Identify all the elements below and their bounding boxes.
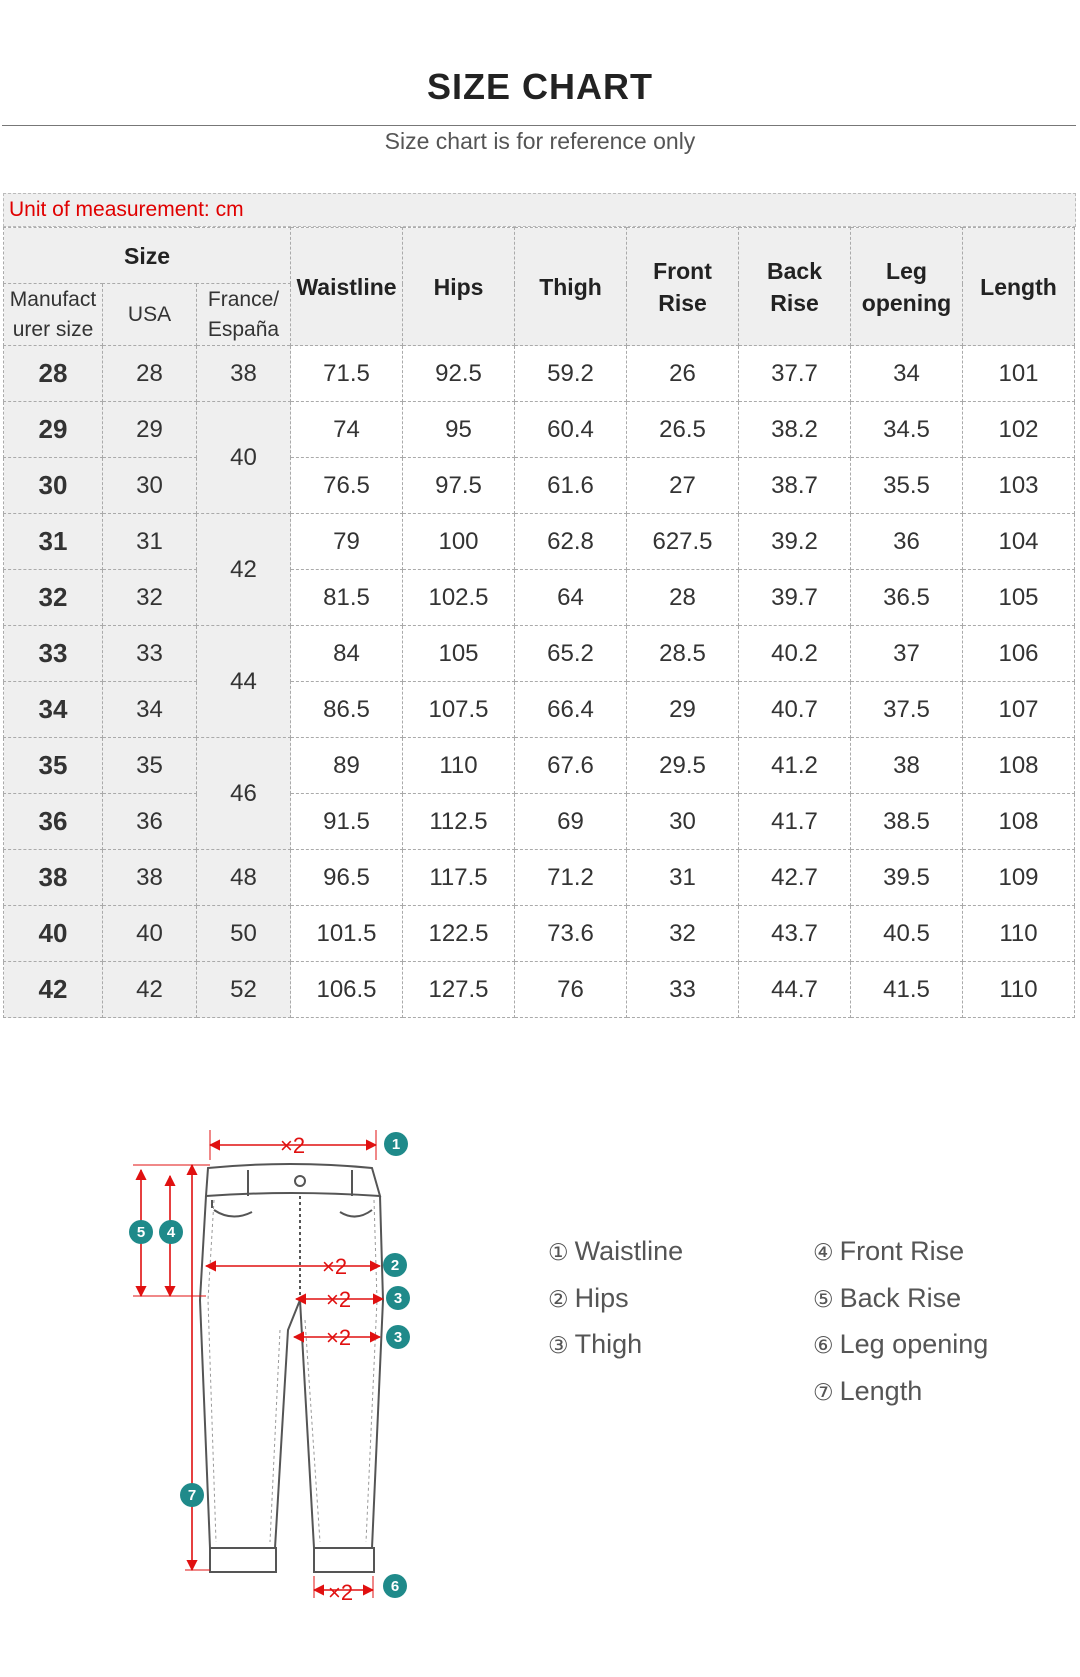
- measurement-cell: 41.5: [851, 962, 963, 1018]
- measurement-cell: 76.5: [291, 458, 403, 514]
- measurement-cell: 112.5: [403, 794, 515, 850]
- measurement-cell: 39.2: [739, 514, 851, 570]
- measurement-cell: 38.5: [851, 794, 963, 850]
- measurement-cell: 106.5: [291, 962, 403, 1018]
- legend-item-hips: ② Hips: [548, 1282, 629, 1313]
- measurement-cell: 106: [963, 626, 1075, 682]
- eu-size-cell: 48: [197, 850, 291, 906]
- measurement-cell: 32: [627, 906, 739, 962]
- measurement-cell: 86.5: [291, 682, 403, 738]
- times-two-label: ×2: [328, 1580, 354, 1605]
- svg-text:5: 5: [136, 1224, 146, 1241]
- measurement-cell: 40.5: [851, 906, 963, 962]
- measurement-cell: 92.5: [403, 346, 515, 402]
- measurement-cell: 73.6: [515, 906, 627, 962]
- measurement-cell: 96.5: [291, 850, 403, 906]
- eu-size-cell: 42: [197, 514, 291, 626]
- measurement-cell: 102.5: [403, 570, 515, 626]
- svg-text:3: 3: [393, 1290, 403, 1307]
- marker-thigh: [386, 1325, 410, 1349]
- header-back-rise: Back Rise: [739, 228, 851, 346]
- legend-item-length: ⑦ Length: [813, 1375, 923, 1406]
- usa-size-cell: 28: [103, 346, 197, 402]
- measurement-cell: 37.7: [739, 346, 851, 402]
- usa-size-cell: 29: [103, 402, 197, 458]
- measurement-cell: 34: [851, 346, 963, 402]
- usa-size-cell: 38: [103, 850, 197, 906]
- header-usa-size: USA: [103, 284, 197, 346]
- header-eu-size: France/ España: [197, 284, 291, 346]
- marker-leg-opening: [383, 1574, 407, 1598]
- measurement-cell: 27: [627, 458, 739, 514]
- measurement-cell: 40.7: [739, 682, 851, 738]
- usa-size-cell: 30: [103, 458, 197, 514]
- marker-front-rise: [159, 1220, 183, 1244]
- measurement-cell: 41.2: [739, 738, 851, 794]
- header-length: Length: [963, 228, 1075, 346]
- usa-size-cell: 42: [103, 962, 197, 1018]
- legend-right: [813, 1229, 988, 1415]
- table-row: [4, 514, 1075, 570]
- measurement-cell: 71.5: [291, 346, 403, 402]
- measurement-cell: 122.5: [403, 906, 515, 962]
- measurement-cell: 76: [515, 962, 627, 1018]
- measurement-cell: 39.5: [851, 850, 963, 906]
- table-row: [4, 850, 1075, 906]
- measurement-cell: 109: [963, 850, 1075, 906]
- measurement-cell: 37: [851, 626, 963, 682]
- trousers-outline: [200, 1164, 383, 1572]
- measurement-cell: 35.5: [851, 458, 963, 514]
- header-leg-opening: Leg opening: [851, 228, 963, 346]
- measurement-cell: 39.7: [739, 570, 851, 626]
- manufacturer-size-cell: 40: [4, 906, 103, 962]
- header-front-rise: Front Rise: [627, 228, 739, 346]
- times-two-label: ×2: [322, 1254, 348, 1279]
- table-row: [4, 570, 1075, 626]
- eu-size-cell: 40: [197, 402, 291, 514]
- measurement-cell: 64: [515, 570, 627, 626]
- usa-size-cell: 36: [103, 794, 197, 850]
- measurement-cell: 29: [627, 682, 739, 738]
- measurement-cell: 38: [851, 738, 963, 794]
- measurement-cell: 105: [403, 626, 515, 682]
- measurement-cell: 33: [627, 962, 739, 1018]
- measurement-cell: 79: [291, 514, 403, 570]
- measurement-cell: 74: [291, 402, 403, 458]
- manufacturer-size-cell: 34: [4, 682, 103, 738]
- usa-size-cell: 34: [103, 682, 197, 738]
- measurement-cell: 627.5: [627, 514, 739, 570]
- svg-text:7: 7: [187, 1487, 197, 1504]
- times-two-label: ×2: [326, 1287, 352, 1312]
- eu-size-cell: 50: [197, 906, 291, 962]
- measurement-cell: 107: [963, 682, 1075, 738]
- measurement-cell: 34.5: [851, 402, 963, 458]
- measurement-cell: 81.5: [291, 570, 403, 626]
- manufacturer-size-cell: 32: [4, 570, 103, 626]
- svg-text:4: 4: [166, 1224, 176, 1241]
- measurement-cell: 37.5: [851, 682, 963, 738]
- measurement-cell: 40.2: [739, 626, 851, 682]
- table-row: [4, 402, 1075, 458]
- table-row: [4, 346, 1075, 402]
- marker-waistline: [384, 1132, 408, 1156]
- eu-size-cell: 46: [197, 738, 291, 850]
- measurement-cell: 26: [627, 346, 739, 402]
- legend-item-waistline: ① Waistline: [548, 1236, 684, 1266]
- trousers-stitching: [208, 1200, 377, 1542]
- header-waistline: Waistline: [291, 228, 403, 346]
- measurement-cell: 71.2: [515, 850, 627, 906]
- measurement-cell: 28.5: [627, 626, 739, 682]
- measurement-cell: 110: [403, 738, 515, 794]
- svg-text:3: 3: [393, 1329, 403, 1346]
- header-manufacturer-size: Manufact urer size: [4, 284, 103, 346]
- legend-item-thigh: ③ Thigh: [548, 1329, 643, 1359]
- usa-size-cell: 40: [103, 906, 197, 962]
- page-subtitle: Size chart is for reference only: [384, 128, 696, 154]
- measurement-cell: 102: [963, 402, 1075, 458]
- unit-label: Unit of measurement: cm: [3, 193, 1076, 227]
- header-hips: Hips: [403, 228, 515, 346]
- legend-item-front-rise: ④ Front Rise: [813, 1236, 965, 1266]
- measurement-cell: 108: [963, 794, 1075, 850]
- marker-back-rise: [129, 1220, 153, 1244]
- table-row: [4, 626, 1075, 682]
- usa-size-cell: 31: [103, 514, 197, 570]
- manufacturer-size-cell: 42: [4, 962, 103, 1018]
- manufacturer-size-cell: 31: [4, 514, 103, 570]
- table-row: [4, 794, 1075, 850]
- measurement-cell: 108: [963, 738, 1075, 794]
- svg-text:6: 6: [390, 1578, 400, 1595]
- marker-hips: [383, 1253, 407, 1277]
- manufacturer-size-cell: 36: [4, 794, 103, 850]
- legend-item-leg-opening: ⑥ Leg opening: [813, 1329, 989, 1359]
- measurement-cell: 107.5: [403, 682, 515, 738]
- measurement-cell: 42.7: [739, 850, 851, 906]
- measurement-cell: 26.5: [627, 402, 739, 458]
- times-two-label: ×2: [326, 1325, 352, 1350]
- measure-markers: [129, 1132, 410, 1598]
- measurement-cell: 127.5: [403, 962, 515, 1018]
- manufacturer-size-cell: 28: [4, 346, 103, 402]
- measurement-cell: 66.4: [515, 682, 627, 738]
- measurement-cell: 28: [627, 570, 739, 626]
- measurement-cell: 69: [515, 794, 627, 850]
- manufacturer-size-cell: 33: [4, 626, 103, 682]
- marker-thigh: [386, 1286, 410, 1310]
- eu-size-cell: 52: [197, 962, 291, 1018]
- size-table: [3, 227, 1075, 1018]
- header-thigh: Thigh: [515, 228, 627, 346]
- measurement-cell: 100: [403, 514, 515, 570]
- measurement-cell: 104: [963, 514, 1075, 570]
- measurement-cell: 36: [851, 514, 963, 570]
- measurement-cell: 95: [403, 402, 515, 458]
- manufacturer-size-cell: 38: [4, 850, 103, 906]
- eu-size-cell: 44: [197, 626, 291, 738]
- manufacturer-size-cell: 35: [4, 738, 103, 794]
- svg-text:1: 1: [391, 1136, 401, 1153]
- measurement-cell: 29.5: [627, 738, 739, 794]
- svg-text:2: 2: [390, 1257, 400, 1274]
- marker-length: [180, 1483, 204, 1507]
- measurement-cell: 30: [627, 794, 739, 850]
- legend-item-back-rise: ⑤ Back Rise: [813, 1282, 962, 1313]
- measurement-cell: 91.5: [291, 794, 403, 850]
- title-divider: [2, 125, 1076, 126]
- table-row: [4, 458, 1075, 514]
- table-row: [4, 738, 1075, 794]
- measurement-cell: 38.2: [739, 402, 851, 458]
- trousers-diagram: [115, 1120, 425, 1620]
- measurement-cell: 44.7: [739, 962, 851, 1018]
- measurement-cell: 105: [963, 570, 1075, 626]
- measurement-cell: 101.5: [291, 906, 403, 962]
- measurement-cell: 59.2: [515, 346, 627, 402]
- measurement-cell: 38.7: [739, 458, 851, 514]
- usa-size-cell: 33: [103, 626, 197, 682]
- measurement-cell: 110: [963, 906, 1075, 962]
- table-row: [4, 906, 1075, 962]
- table-row: [4, 682, 1075, 738]
- measurement-cell: 103: [963, 458, 1075, 514]
- measurement-cell: 101: [963, 346, 1075, 402]
- manufacturer-size-cell: 30: [4, 458, 103, 514]
- manufacturer-size-cell: 29: [4, 402, 103, 458]
- measure-lines: [133, 1130, 383, 1598]
- legend-left: [548, 1229, 683, 1369]
- page-title: SIZE CHART: [427, 66, 653, 107]
- measurement-cell: 36.5: [851, 570, 963, 626]
- measurement-cell: 110: [963, 962, 1075, 1018]
- measurement-cell: 43.7: [739, 906, 851, 962]
- measurement-cell: 62.8: [515, 514, 627, 570]
- eu-size-cell: 38: [197, 346, 291, 402]
- measurement-cell: 89: [291, 738, 403, 794]
- measurement-cell: 117.5: [403, 850, 515, 906]
- usa-size-cell: 32: [103, 570, 197, 626]
- measurement-cell: 60.4: [515, 402, 627, 458]
- measurement-cell: 97.5: [403, 458, 515, 514]
- measurement-cell: 65.2: [515, 626, 627, 682]
- times-two-label: ×2: [280, 1133, 306, 1158]
- table-row: [4, 962, 1075, 1018]
- usa-size-cell: 35: [103, 738, 197, 794]
- measurement-cell: 41.7: [739, 794, 851, 850]
- measurement-cell: 31: [627, 850, 739, 906]
- measurement-cell: 84: [291, 626, 403, 682]
- measurement-cell: 67.6: [515, 738, 627, 794]
- size-group-header: Size: [4, 228, 291, 284]
- measurement-cell: 61.6: [515, 458, 627, 514]
